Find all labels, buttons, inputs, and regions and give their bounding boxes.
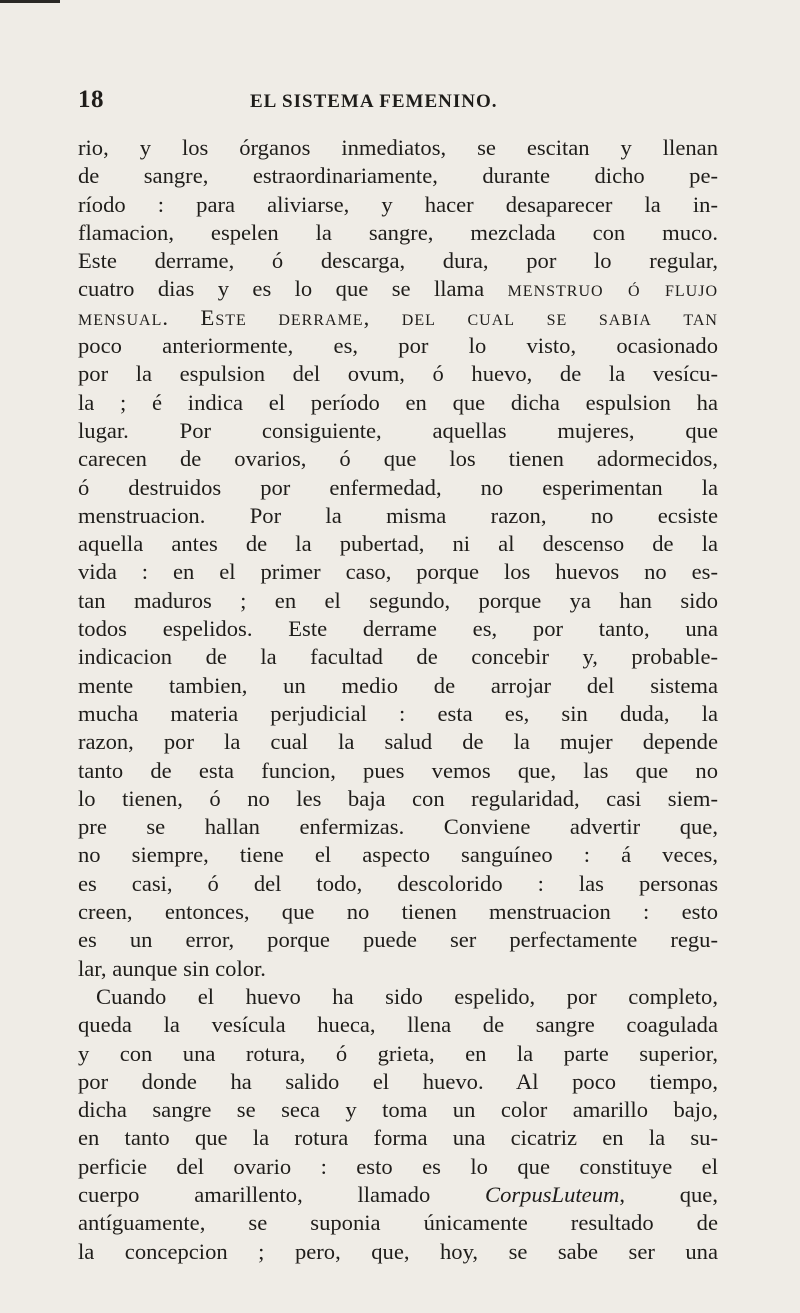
text-line: ríodo : para aliviarse, y hacer desaparecer la in-	[78, 191, 718, 217]
text-fragment: mensual. Este derrame, del cual se sabia tan	[78, 304, 718, 330]
text-line: indicacion de la facultad de concebir y, probable-	[78, 644, 718, 670]
text-line: no siempre, tiene el aspecto sanguíneo : á veces,	[78, 842, 718, 868]
text-line: poco anteriormente, es, por lo visto, ocasionado	[78, 333, 718, 359]
text-line: rio, y los órganos inmediatos, se escitan y llenan	[78, 135, 718, 160]
body-text	[78, 134, 718, 1266]
text-line: antíguamente, se suponia únicamente resultado de	[78, 1210, 718, 1236]
scan-edge-mark	[0, 0, 60, 3]
text-line: pre se hallan enfermizas. Conviene advertir que,	[78, 814, 718, 840]
text-line: Este derrame, ó descarga, dura, por lo regular,	[78, 248, 718, 274]
text-line: carecen de ovarios, ó que los tienen adormecidos,	[78, 446, 718, 472]
text-line: queda la vesícula hueca, llena de sangre coagulada	[78, 1012, 718, 1038]
running-title: EL SISTEMA FEMENINO.	[250, 91, 498, 112]
text-line: todos espelidos. Este derrame es, por tanto, una	[78, 616, 718, 642]
text-line	[78, 275, 718, 303]
text-line: mucha materia perjudicial : esta es, sin duda, la	[78, 700, 718, 726]
text-line: por donde ha salido el huevo. Al poco tiempo,	[78, 1068, 718, 1094]
text-line: por la espulsion del ovum, ó huevo, de la vesícu-	[78, 361, 718, 387]
text-line: y con una rotura, ó grieta, en la parte superior,	[78, 1040, 718, 1066]
text-line: la concepcion ; pero, que, hoy, se sabe ser una	[78, 1238, 718, 1264]
text-line	[78, 304, 718, 332]
corpus-luteum-term: CorpusLuteum	[485, 1181, 620, 1207]
text-line: lugar. Por consiguiente, aquellas mujeres, que	[78, 417, 718, 443]
text-fragment: , que,	[619, 1181, 718, 1207]
text-line: mente tambien, un medio de arrojar del sistema	[78, 672, 718, 698]
menstruo-term: menstruo ó flujo	[507, 276, 718, 302]
text-line: menstruacion. Por la misma razon, no ecsiste	[78, 502, 718, 528]
text-line: tanto de esta funcion, pues vemos que, las que no	[78, 757, 718, 783]
text-line: ó destruidos por enfermedad, no esperimentan la	[78, 474, 718, 500]
text-line: tan maduros ; en el segundo, porque ya han sido	[78, 587, 718, 613]
page-number: 18	[78, 86, 104, 113]
text-line	[78, 1181, 718, 1209]
text-line: Cuando el huevo ha sido espelido, por completo,	[96, 983, 718, 1009]
text-line: vida : en el primer caso, porque los huevos no es-	[78, 559, 718, 585]
text-line: creen, entonces, que no tienen menstruacion : esto	[78, 899, 718, 925]
text-line: dicha sangre se seca y toma un color amarillo bajo,	[78, 1097, 718, 1123]
text-line: perficie del ovario : esto es lo que constituye el	[78, 1153, 718, 1179]
text-line: lo tienen, ó no les baja con regularidad, casi siem-	[78, 785, 718, 811]
text-line: es un error, porque puede ser perfectamente regu-	[78, 927, 718, 953]
text-line: de sangre, estraordinariamente, durante dicho pe-	[78, 163, 718, 189]
page-header	[78, 86, 720, 116]
text-line: razon, por la cual la salud de la mujer depende	[78, 729, 718, 755]
text-fragment: cuerpo amarillento, llamado	[78, 1181, 431, 1207]
text-line: flamacion, espelen la sangre, mezclada con muco.	[78, 219, 718, 245]
text-line: en tanto que la rotura forma una cicatriz en la su-	[78, 1125, 718, 1151]
text-line: aquella antes de la pubertad, ni al descenso de la	[78, 531, 718, 557]
text-line: es casi, ó del todo, descolorido : las personas	[78, 870, 718, 896]
text-line: lar, aunque sin color.	[78, 955, 266, 981]
text-fragment: cuatro dias y es lo que se llama	[78, 276, 485, 302]
text-line: la ; é indica el período en que dicha espulsion ha	[78, 389, 718, 415]
